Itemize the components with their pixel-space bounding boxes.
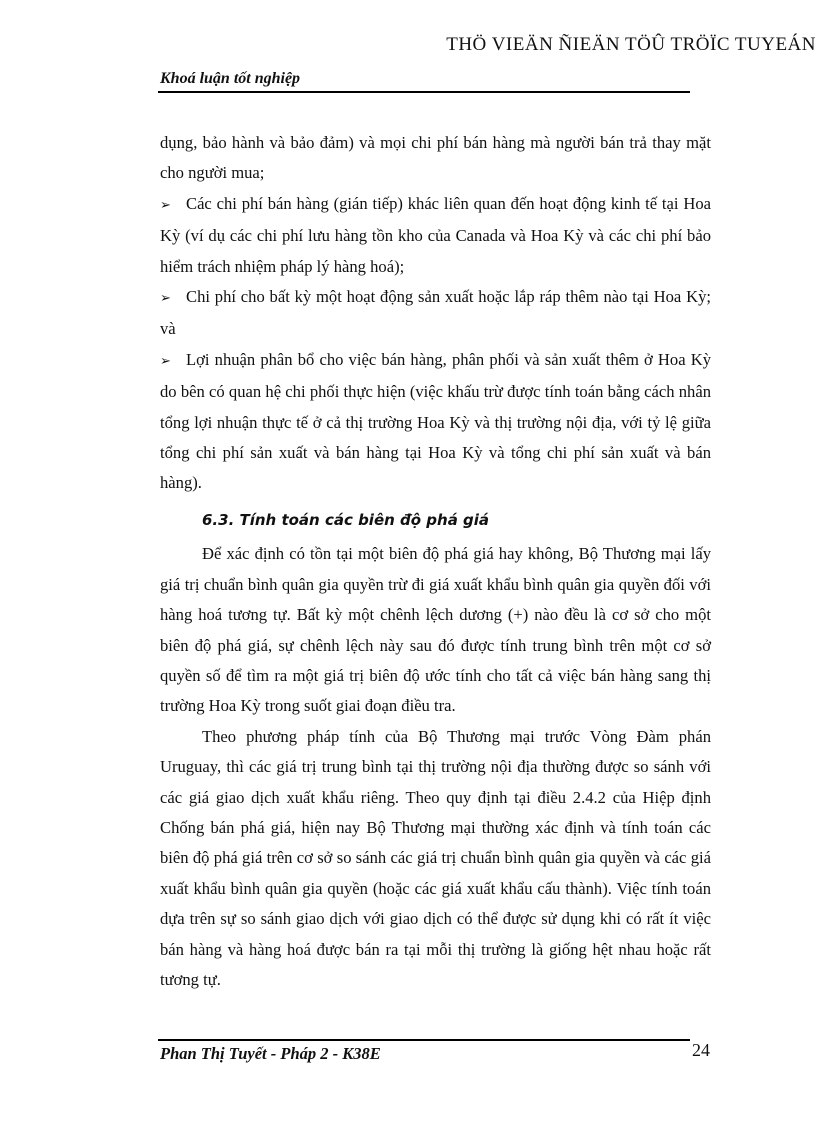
bullet-item [160,282,711,345]
paragraph: Theo phương pháp tính của Bộ Thương mại trước Vòng Đàm phán Uruguay, thì các giá trị trung bình tại thị trường nội địa thường được so sánh với các giá giao dịch xuất khẩu riêng. Theo quy định tại điều 2.4.2 của Hiệp định Chống bán phá giá, hiện nay Bộ Thương mại thường xác định và tính toán các biên độ phá giá trên cơ sở so sánh các giá trị chuẩn bình quân gia quyền và các giá xuất khẩu bình quân gia quyền (hoặc các giá xuất khẩu cấu thành). Việc tính toán dựa trên sự so sánh giao dịch với giao dịch có thể được sử dụng khi có rất ít việc bán hàng và hàng hoá được bán ra tại mỗi thị trường là giống hệt nhau hoặc rất tương tự. [160,726,711,989]
footer-divider [158,1039,690,1041]
footer-author: Phan Thị Tuyết - Pháp 2 - K38E [160,1044,381,1063]
arrow-bullet-icon: ➢ [160,353,171,369]
bullet-item [160,189,711,282]
arrow-bullet-icon: ➢ [160,197,171,213]
bullet-text: Chi phí cho bất kỳ một hoạt động sản xuất hoặc lắp ráp thêm nào tại Hoa Kỳ; và [160,287,711,339]
bullet-text: Lợi nhuận phân bổ cho việc bán hàng, phân phối và sản xuất thêm ở Hoa Kỳ do bên có quan hệ chi phối thực hiện (việc khấu trừ được tính toán bằng cách nhân tổng lợi nhuận thực tế ở cả thị trường Hoa Kỳ và thị trường nội địa, với tỷ lệ giữa tổng chi phí sản xuất và bán hàng tại Hoa Kỳ và tổng chi phí sản xuất và bán hàng). [160,349,711,493]
page-number: 24 [692,1040,710,1060]
document-body [160,128,711,995]
paragraph: dụng, bảo hành và bảo đảm) và mọi chi phí bán hàng mà người bán trả thay mặt cho người mua; [160,133,711,183]
library-banner: THÖ VIEÄN ÑIEÄN TÖÛ TRÖÏC TUYEÁN [446,34,816,55]
arrow-bullet-icon: ➢ [160,291,171,307]
header-divider [158,91,690,93]
page-header-title: Khoá luận tốt nghiệp [160,70,301,87]
paragraph: Để xác định có tồn tại một biên độ phá giá hay không, Bộ Thương mại lấy giá trị chuẩn bình quân gia quyền trừ đi giá xuất khẩu bình quân gia quyền đối với hàng hoá tương tự. Bất kỳ một chênh lệch dương (+) nào đều là cơ sở cho một biên độ phá giá, sự chênh lệch này sau đó được tính trung bình trên một cơ sở quyền số để tìm ra một giá trị biên độ ước tính cho tất cả việc bán hàng sang thị trường Hoa Kỳ trong suốt giai đoạn điều tra. [160,544,711,716]
bullet-text: Các chi phí bán hàng (gián tiếp) khác liên quan đến hoạt động kinh tế tại Hoa Kỳ (ví dụ các chi phí lưu hàng tồn kho của Canada và Hoa Kỳ và các chi phí bảo hiểm trách nhiệm pháp lý hàng hoá); [160,193,711,276]
bullet-item [160,345,711,499]
section-heading: 6.3. Tính toán các biên độ phá giá [202,510,490,529]
